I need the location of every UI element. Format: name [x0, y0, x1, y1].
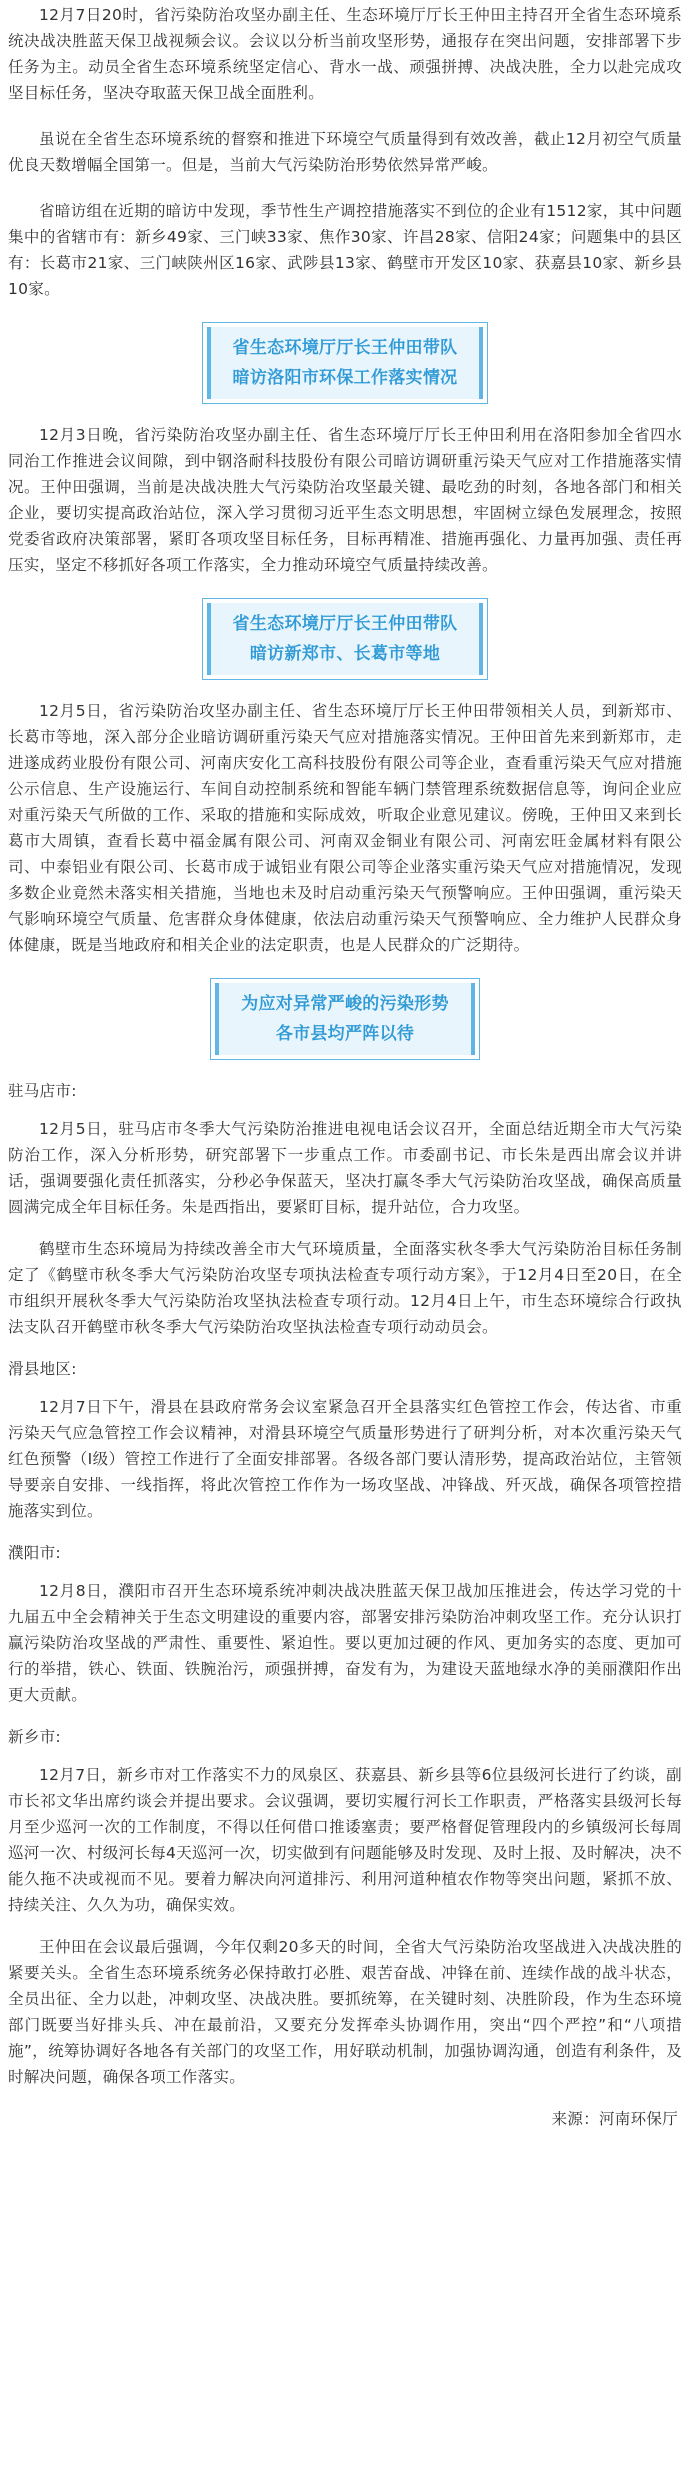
intro-paragraph-2: 虽说在全省生态环境系统的督察和推进下环境空气质量得到有效改善，截止12月初空气质量优良天数增幅全国第一。但是，当前大气污染防治形势依然异常严峻。 — [8, 130, 682, 174]
puyang-paragraph: 12月8日，濮阳市召开生态环境系统冲刺决战决胜蓝天保卫战加压推进会，传达学习党的十九届五中全会精神关于生态文明建设的重要内容，部署安排污染防治冲刺攻坚工作。充分认识打赢污染防治攻坚战的严肃性、重要性、紧迫性。要以更加过硬的作风、更加务实的态度、更加可行的举措，铁心、铁面、铁腕治污，顽强拼搏，奋发有为，为建设天蓝地绿水净的美丽濮阳作出更大贡献。 — [8, 1582, 682, 1704]
section-banner-luoyang — [8, 322, 682, 404]
banner-title — [207, 327, 484, 399]
xinzheng-paragraph: 12月5日，省污染防治攻坚办副主任、省生态环境厅厅长王仲田带领相关人员，到新郑市、长葛市等地，深入部分企业暗访调研重污染天气应对措施落实情况。王仲田首先来到新郑市，走进遂成药业股份有限公司、河南庆安化工高科技股份有限公司等企业，查看重污染天气应对措施公示信息、生产设施运行、车间自动控制系统和智能车辆门禁管理系统数据信息等，询问企业应对重污染天气所做的工作、采取的措施和实际成效，听取企业意见建议。傍晚，王仲田又来到长葛市大周镇，查看长葛中福金属有限公司、河南双金铜业有限公司、河南宏旺金属材料有限公司、中泰铝业有限公司、长葛市成于诚铝业有限公司等企业落实重污染天气应对措施情况，发现多数企业竟然未落实相关措施，当地也未及时启动重污染天气预警响应。王仲田强调，重污染天气影响环境空气质量、危害群众身体健康，依法启动重污染天气预警响应、全力维护人民群众身体健康，既是当地政府和相关企业的法定职责，也是人民群众的广泛期待。 — [8, 702, 682, 954]
region-heading-zhumadian: 驻马店市: — [8, 1082, 77, 1100]
banner-line-2: 暗访新郑市、长葛市等地 — [249, 644, 441, 664]
closing-paragraph: 王仲田在会议最后强调，今年仅剩20多天的时间，全省大气污染防治攻坚战进入决战决胜的紧要关头。全省生态环境系统务必保持敢打必胜、艰苦奋战、冲锋在前、连续作战的战斗状态，全员出征、全力以赴，冲刺攻坚、决战决胜。要抓统筹，在关键时刻、决胜阶段，作为生态环境部门既要当好排头兵、冲在最前沿，又要充分发挥牵头协调作用，突出“四个严控”和“八项措施”，统筹协调好各地各有关部门的攻坚工作，用好联动机制，加强协调沟通，创造有利条件，及时解决问题，确保各项工作落实。 — [8, 1938, 682, 2086]
region-heading-puyang: 濮阳市: — [8, 1544, 61, 1562]
banner-frame — [210, 978, 480, 1060]
banner-line-2: 各市县均严阵以待 — [275, 1024, 415, 1044]
banner-frame — [202, 598, 489, 680]
banner-line-1: 为应对异常严峻的污染形势 — [241, 994, 449, 1014]
banner-line-2: 暗访洛阳市环保工作落实情况 — [232, 368, 458, 388]
section-banner-cities — [8, 978, 682, 1060]
banner-title — [207, 603, 484, 675]
banner-title — [215, 983, 475, 1055]
banner-line-1: 省生态环境厅厅长王仲田带队 — [232, 338, 458, 358]
intro-paragraph-3: 省暗访组在近期的暗访中发现，季节性生产调控措施落实不到位的企业有1512家，其中问题集中的省辖市有：新乡49家、三门峡33家、焦作30家、许昌28家、信阳24家；问题集中的县区有：长葛市21家、三门峡陕州区16家、武陟县13家、鹤壁市开发区10家、获嘉县10家、新乡县10家。 — [8, 202, 682, 298]
huaxian-paragraph: 12月7日下午，滑县在县政府常务会议室紧急召开全县落实红色管控工作会，传达省、市重污染天气应急管控工作会议精神，对滑县环境空气质量形势进行了研判分析，对本次重污染天气红色预警（Ⅰ级）管控工作进行了全面安排部署。各级各部门要认清形势，提高政治站位，主管领导要亲自安排、一线指挥，将此次管控工作作为一场攻坚战、冲锋战、歼灭战，确保各项管控措施落实到位。 — [8, 1398, 682, 1520]
banner-line-1: 省生态环境厅厅长王仲田带队 — [232, 614, 458, 634]
luoyang-paragraph: 12月3日晚，省污染防治攻坚办副主任、省生态环境厅厅长王仲田利用在洛阳参加全省四水同治工作推进会议间隙，到中钢洛耐科技股份有限公司暗访调研重污染天气应对工作措施落实情况。王仲田强调，当前是决战决胜大气污染防治攻坚最关键、最吃劲的时刻，各地各部门和相关企业，要切实提高政治站位，深入学习贯彻习近平生态文明思想，牢固树立绿色发展理念，按照党委省政府决策部署，紧盯各项攻坚目标任务，目标再精准、措施再强化、力量再加强、责任再压实，坚定不移抓好各项工作落实，全力推动环境空气质量持续改善。 — [8, 426, 682, 574]
region-heading-xinxiang: 新乡市: — [8, 1728, 61, 1746]
region-heading-huaxian: 滑县地区: — [8, 1360, 77, 1378]
xinxiang-paragraph: 12月7日，新乡市对工作落实不力的凤泉区、获嘉县、新乡县等6位县级河长进行了约谈，副市长祁文华出席约谈会并提出要求。会议强调，要切实履行河长工作职责，严格落实县级河长每月至少巡河一次的工作制度，不得以任何借口推诿塞责；要严格督促管理段内的乡镇级河长每周巡河一次、村级河长每4天巡河一次，切实做到有问题能够及时发现、及时上报、及时解决，决不能久拖不决或视而不见。要着力解决向河道排污、利用河道种植农作物等突出问题，紧抓不放、持续关注、久久为功，确保实效。 — [8, 1766, 682, 1914]
intro-paragraph-1: 12月7日20时，省污染防治攻坚办副主任、生态环境厅厅长王仲田主持召开全省生态环境系统决战决胜蓝天保卫战视频会议。会议以分析当前攻坚形势，通报存在突出问题，安排部署下步任务为主。动员全省生态环境系统坚定信心、背水一战、顽强拼搏、决战决胜，全力以赴完成攻坚目标任务，坚决夺取蓝天保卫战全面胜利。 — [8, 6, 682, 102]
banner-frame — [202, 322, 489, 404]
hebi-paragraph: 鹤壁市生态环境局为持续改善全市大气环境质量，全面落实秋冬季大气污染防治目标任务制定了《鹤壁市秋冬季大气污染防治攻坚专项执法检查专项行动方案》，于12月4日至20日，在全市组织开展秋冬季大气污染防治攻坚执法检查专项行动。12月4日上午，市生态环境综合行政执法支队召开鹤壁市秋冬季大气污染防治攻坚执法检查专项行动动员会。 — [8, 1240, 682, 1336]
source-credit: 来源：河南环保厅 — [551, 2110, 678, 2128]
zhumadian-paragraph: 12月5日，驻马店市冬季大气污染防治推进电视电话会议召开，全面总结近期全市大气污染防治工作，深入分析形势，研究部署下一步重点工作。市委副书记、市长朱是西出席会议并讲话，强调要强化责任抓落实，分秒必争保蓝天，坚决打赢冬季大气污染防治攻坚战，确保高质量圆满完成全年目标任务。朱是西指出，要紧盯目标，提升站位，合力攻坚。 — [8, 1120, 682, 1216]
section-banner-xinzheng — [8, 598, 682, 680]
